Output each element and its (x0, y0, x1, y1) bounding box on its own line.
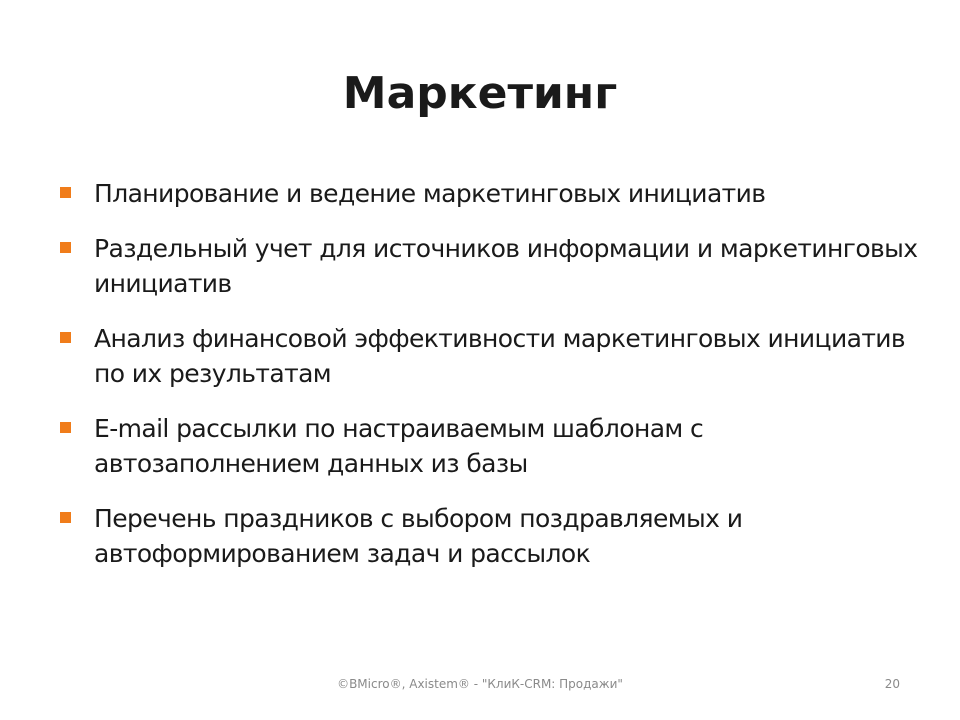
square-bullet-icon (60, 187, 71, 198)
bullet-item (60, 176, 920, 211)
bullet-text: Планирование и ведение маркетинговых инициатив (94, 179, 766, 208)
bullet-text: Перечень праздников с выбором поздравляемых и автоформированием задач и рассылок (94, 504, 743, 568)
bullet-item (60, 411, 920, 481)
square-bullet-icon (60, 422, 71, 433)
square-bullet-icon (60, 242, 71, 253)
bullet-text: Раздельный учет для источников информации и маркетинговых инициатив (94, 234, 918, 298)
footer-copyright: ©BMicro®, Axistem® - "КлиК-CRM: Продажи" (337, 677, 623, 691)
bullet-text: E-mail рассылки по настраиваемым шаблонам с автозаполнением данных из базы (94, 414, 704, 478)
bullet-item (60, 231, 920, 301)
slide-title: Маркетинг (342, 68, 618, 119)
slide-number: 20 (884, 677, 900, 691)
square-bullet-icon (60, 512, 71, 523)
bullet-item (60, 321, 920, 391)
bullet-list (60, 176, 920, 591)
bullet-item (60, 501, 920, 571)
square-bullet-icon (60, 332, 71, 343)
bullet-text: Анализ финансовой эффективности маркетинговых инициатив по их результатам (94, 324, 906, 388)
